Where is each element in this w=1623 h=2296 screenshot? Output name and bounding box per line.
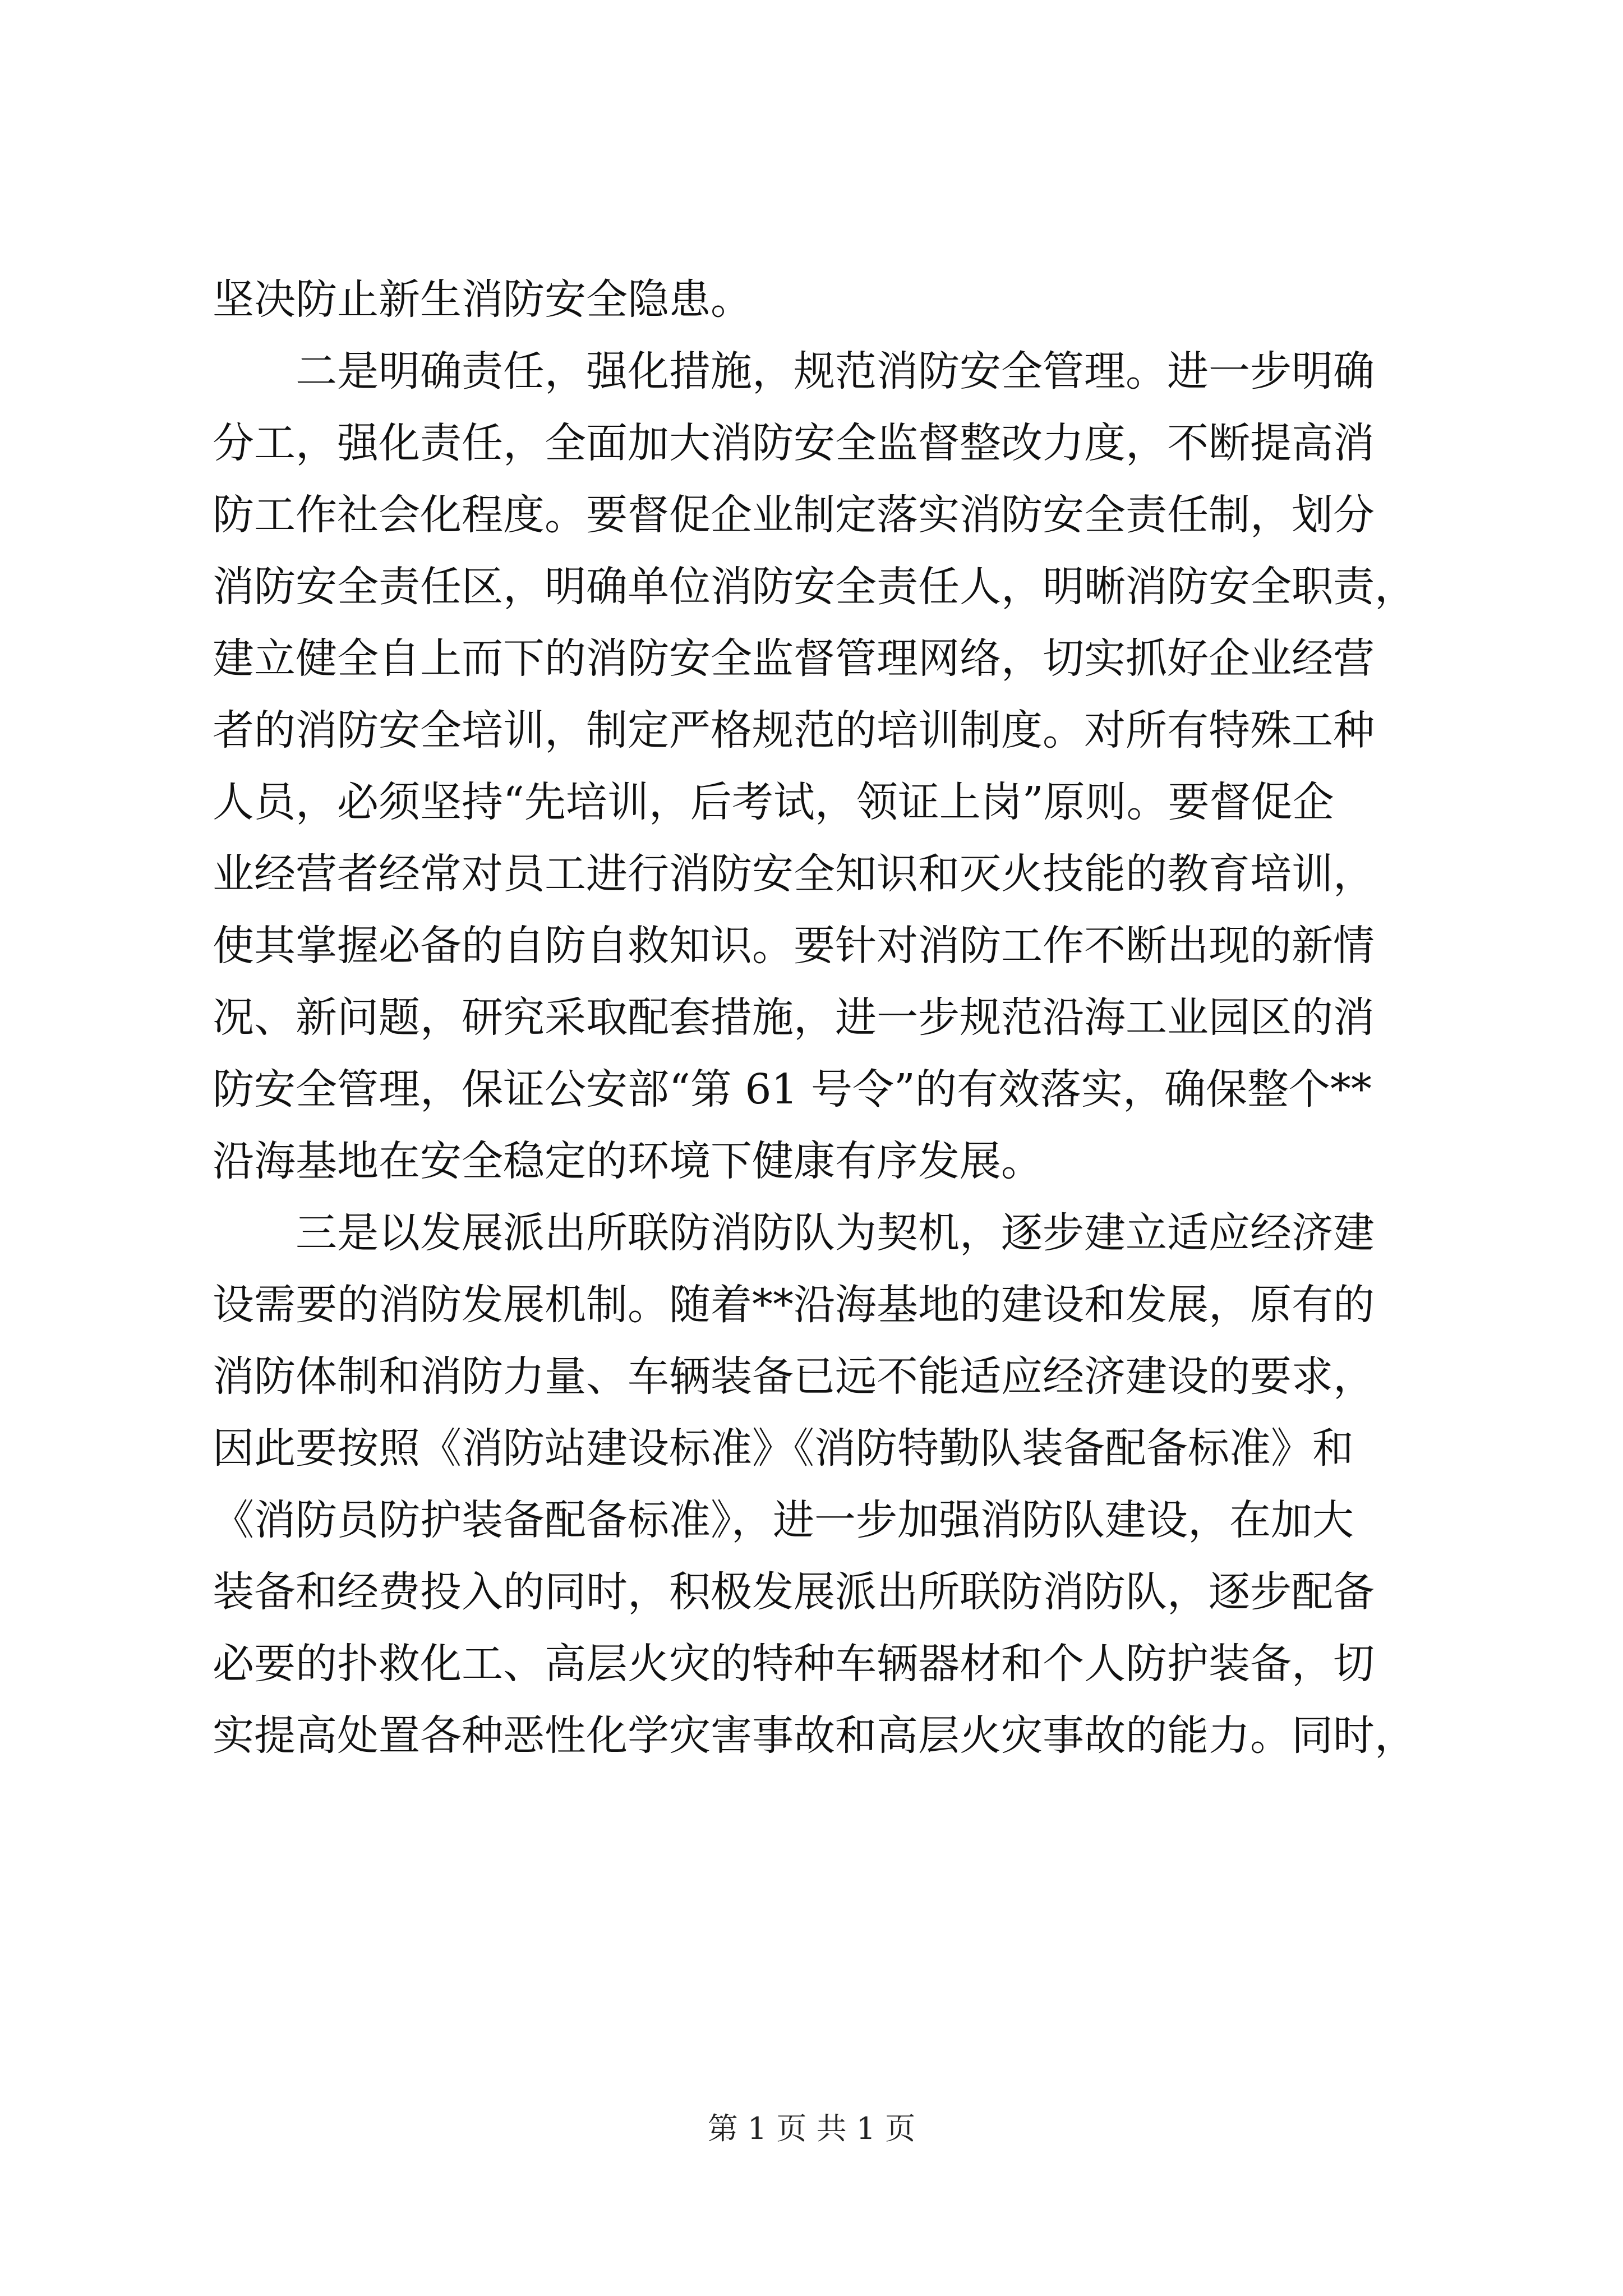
text-line: 者的消防安全培训，制定严格规范的培训制度。对所有特殊工种 — [213, 706, 1375, 754]
text-line: 防安全管理，保证公安部“第 61 号令”的有效落实，确保整个** — [213, 1065, 1372, 1114]
text-line: 因此要按照《消防站建设标准》《消防特勤队装备配备标准》和 — [213, 1424, 1354, 1473]
text-line: 必要的扑救化工、高层火灾的特种车辆器材和个人防护装备，切 — [213, 1640, 1375, 1688]
text-line: 设需要的消防发展机制。随着**沿海基地的建设和发展，原有的 — [213, 1281, 1375, 1329]
text-line: 消防体制和消防力量、车辆装备已远不能适应经济建设的要求， — [213, 1352, 1375, 1401]
text-line: 《消防员防护装备配备标准》，进一步加强消防队建设，在加大 — [213, 1496, 1354, 1544]
text-line: 二是明确责任，强化措施，规范消防安全管理。进一步明确 — [213, 347, 1375, 395]
text-line: 三是以发展派出所联防消防队为契机，逐步建立适应经济建 — [213, 1209, 1375, 1257]
text-line: 装备和经费投入的同时，积极发展派出所联防消防队，逐步配备 — [213, 1568, 1375, 1616]
text-line: 使其掌握必备的自防自救知识。要针对消防工作不断出现的新情 — [213, 922, 1375, 970]
text-line: 实提高处置各种恶性化学灾害事故和高层火灾事故的能力。同时， — [213, 1711, 1416, 1760]
text-line: 沿海基地在安全稳定的环境下健康有序发展。 — [213, 1137, 1043, 1185]
document-body — [213, 264, 1418, 1772]
page-number-label: 第 1 页 共 1 页 — [707, 2111, 916, 2146]
text-line: 况、新问题，研究采取配套措施，进一步规范沿海工业园区的消 — [213, 993, 1375, 1042]
text-line: 业经营者经常对员工进行消防安全知识和灭火技能的教育培训， — [213, 850, 1375, 898]
text-line: 坚决防止新生消防安全隐患。 — [213, 275, 752, 324]
text-line: 分工，强化责任，全面加大消防安全监督整改力度，不断提高消 — [213, 419, 1375, 467]
page-footer — [0, 2109, 1623, 2148]
text-line: 消防安全责任区，明确单位消防安全责任人，明晰消防安全职责， — [213, 563, 1416, 611]
text-line: 防工作社会化程度。要督促企业制定落实消防安全责任制，划分 — [213, 491, 1375, 539]
text-line: 建立健全自上而下的消防安全监督管理网络，切实抓好企业经营 — [213, 634, 1375, 683]
text-line: 人员，必须坚持“先培训，后考试，领证上岗”原则。要督促企 — [213, 778, 1334, 826]
